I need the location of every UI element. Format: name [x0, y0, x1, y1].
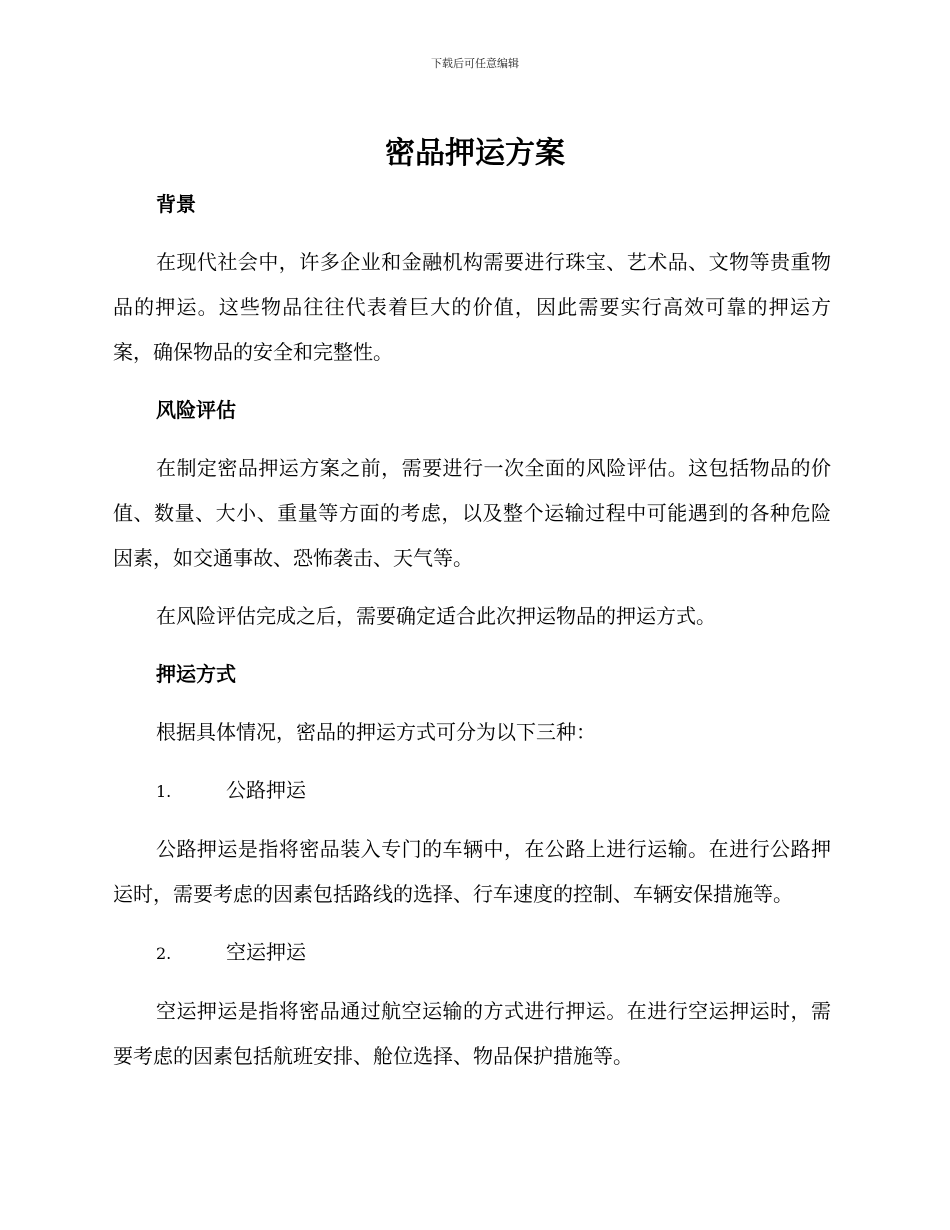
list-number: 1.	[156, 782, 172, 801]
section-heading-methods: 押运方式	[156, 662, 236, 686]
header-note: 下载后可任意编辑	[431, 57, 519, 70]
list-number: 2.	[156, 944, 172, 963]
road-description: 公路押运是指将密品装入专门的车辆中，在公路上进行运输。在进行公路押运时，需要考虑的因素包括路线的选择、行车速度的控制、车辆安保措施等。	[113, 837, 831, 906]
risk-paragraph-2: 在风险评估完成之后，需要确定适合此次押运物品的押运方式。	[156, 604, 716, 628]
document-body	[113, 182, 831, 1092]
methods-intro: 根据具体情况，密品的押运方式可分为以下三种：	[156, 720, 596, 744]
list-label: 空运押运	[226, 940, 306, 964]
section-heading-background: 背景	[156, 192, 196, 216]
air-description: 空运押运是指将密品通过航空运输的方式进行押运。在进行空运押运时，需要考虑的因素包括航班安排、舱位选择、物品保护措施等。	[113, 999, 831, 1068]
risk-paragraph-1: 在制定密品押运方案之前，需要进行一次全面的风险评估。这包括物品的价值、数量、大小、重量等方面的考虑，以及整个运输过程中可能遇到的各种危险因素，如交通事故、恐怖袭击、天气等。	[113, 456, 831, 570]
list-item-air	[113, 930, 831, 976]
document-title: 密品押运方案	[385, 136, 565, 171]
background-paragraph: 在现代社会中，许多企业和金融机构需要进行珠宝、艺术品、文物等贵重物品的押运。这些物品往往代表着巨大的价值，因此需要实行高效可靠的押运方案，确保物品的安全和完整性。	[113, 250, 831, 364]
list-item-road	[113, 768, 831, 814]
section-heading-risk: 风险评估	[156, 398, 236, 422]
list-label: 公路押运	[226, 778, 306, 802]
